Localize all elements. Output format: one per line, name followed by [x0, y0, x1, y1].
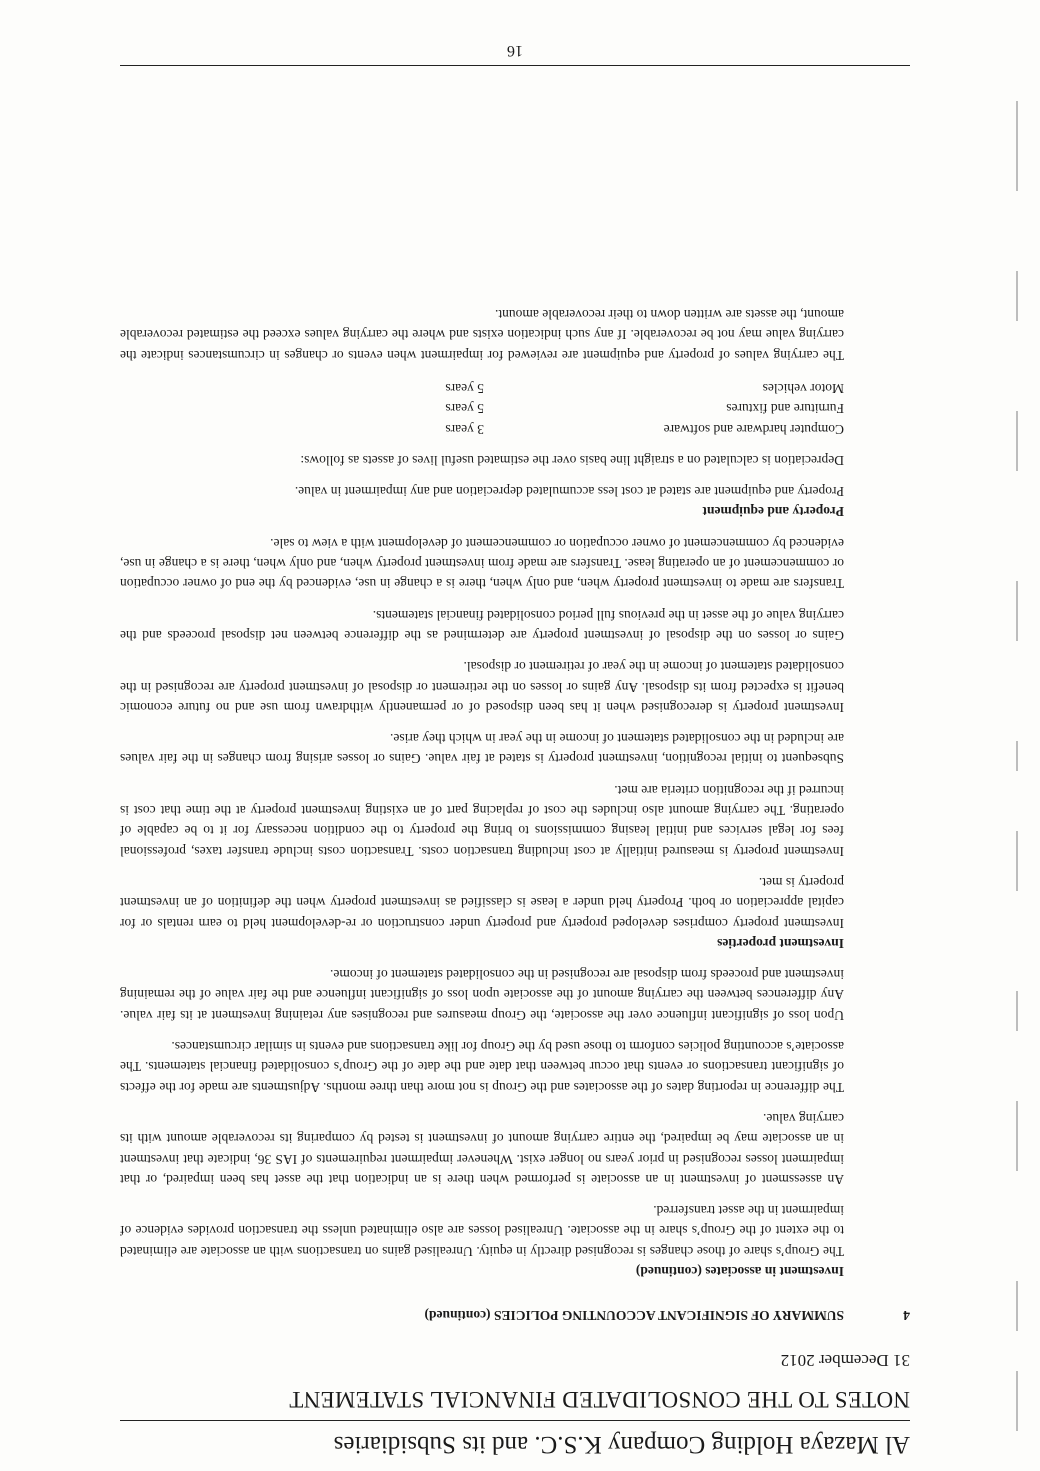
paragraph: The carrying values of property and equipment are reviewed for impairment when events or changes in circumstances indicate the carrying value may not be recoverable. If any such indication exists and where the carrying values exceed the estimated recoverable amount, the assets are written down to their recoverable amount. [120, 307, 844, 363]
section-heading [120, 1307, 910, 1323]
asset-name: Motor vehicles [762, 381, 844, 397]
section-title: SUMMARY OF SIGNIFICANT ACCOUNTING POLICIES (continued) [424, 1308, 844, 1323]
scan-edge-mark [1016, 991, 1018, 1031]
scan-edge-mark [1016, 741, 1018, 771]
scan-edge-mark [1016, 1371, 1018, 1431]
section-number: 4 [903, 1308, 910, 1323]
scan-edge-mark [1016, 1281, 1018, 1331]
paragraph: Upon loss of significant influence over the associate, the Group measures and recognises any retaining investment at its fair value. Any differences between the carrying amount of the associate upon loss of significant influence and the fair value of the remaining investment and proceeds from disposal are recognised in the consolidated statement of income. [120, 967, 844, 1023]
paragraph: The difference in reporting dates of the associates and the Group is not more than three months. Adjustments are made for the effects of significant transactions or events that occur between that date and the date of the Group’s consolidated financial statements. The associate’s accounting policies conform to those used by the Group for like transactions and events in similar circumstances. [120, 1039, 844, 1095]
company-name: Al Mazaya Holding Company K.S.C. and its Subsidiaries [333, 1431, 910, 1458]
paragraph: Transfers are made to investment property when, and only when, there is a change in use, evidenced by the end of owner occupation or commencement of an operating lease. Transfers are made from investment property when, and only when, there is a change in use, evidenced by commencement of owner occupation or commencement of development with a view to sale. [120, 535, 844, 592]
paragraph: Investment property is measured initially at cost including transaction costs. Transaction costs include transfer taxes, professional fees for legal services and initial leasing commissions to bring the property to the condition necessary for it to be capable of operating. The carrying amount also includes the cost of replacing part of an existing investment property at the time that cost is incurred if the recognition criteria are met. [120, 782, 844, 859]
useful-life: 3 years [445, 421, 484, 437]
document-title: NOTES TO THE CONSOLIDATED FINANCIAL STATEMENT [289, 1387, 910, 1412]
scan-edge-mark [1016, 411, 1018, 471]
asset-name: Furniture and fixtures [726, 401, 844, 417]
header-rule [120, 1420, 910, 1421]
asset-name: Computer hardware and software [663, 421, 844, 437]
scan-edge-mark [1016, 101, 1018, 191]
useful-lives-table [364, 378, 844, 439]
scan-edge-mark [1016, 1101, 1018, 1171]
scan-edge-mark [1016, 271, 1018, 321]
paragraph: Depreciation is calculated on a straight line basis over the estimated useful lives of assets as follows: [300, 452, 844, 468]
associates-heading: Investment in associates (continued) [635, 1264, 844, 1279]
paragraph: Subsequent to initial recognition, investment property is stated at fair value. Gains or losses arising from changes in the fair values are included in the consolidated statement of income in the year in which they arise. [120, 731, 844, 767]
scan-edge-mark [1016, 831, 1018, 891]
useful-life: 5 years [445, 401, 484, 417]
investment-properties-heading: Investment properties [717, 935, 844, 951]
notes-body [120, 293, 844, 1281]
paragraph: Investment property is derecognised when it has been disposed of or permanently withdrawn from use and no future economic benefit is expected from its disposal. Any gains or losses on the retirement or disposal of investment property are recognised in the consolidated statement of income in the year of retirement or disposal. [120, 659, 844, 715]
paragraph: Gains or losses on the disposal of investment property are determined as the difference between net disposal proceeds and the carrying value of the asset in the previous full period consolidated financial statements. [120, 607, 844, 643]
paragraph: Property and equipment are stated at cost less accumulated depreciation and any impairment in value. [294, 484, 844, 500]
paragraph: An assessment of investment in an associate is performed when there is an indication that the asset has been impaired, or that impairment losses recognised in prior years no longer exist. Whenever impairment requirements of IAS 36, indicate that investment in an associate may be impaired, the entire carrying amount of investment is tested by comparing its recoverable amount with its carrying value. [120, 1110, 844, 1187]
useful-life: 5 years [445, 381, 484, 397]
footer-rule [120, 65, 910, 66]
table-row [364, 418, 844, 438]
scan-edge-mark [1016, 581, 1018, 641]
table-row [364, 398, 844, 418]
paragraph: Investment property comprises developed property and property under construction or re-development held to earn rentals or for capital appreciation or both. Property held under a lease is classified as investment property when the definition of an investment property is met. [120, 874, 844, 931]
property-equipment-heading: Property and equipment [702, 504, 844, 520]
page-number: 16 [507, 42, 523, 59]
table-row [364, 378, 844, 398]
document-date: 31 December 2012 [780, 1351, 910, 1370]
paragraph: The Group’s share of those changes is recognised directly in equity. Unrealised gains on transactions with an associate are eliminated to the extent of the Group’s share in the associate. Unrealised losses are also eliminated unless the transaction provides evidence of impairment in the asset transferred. [120, 1203, 844, 1259]
